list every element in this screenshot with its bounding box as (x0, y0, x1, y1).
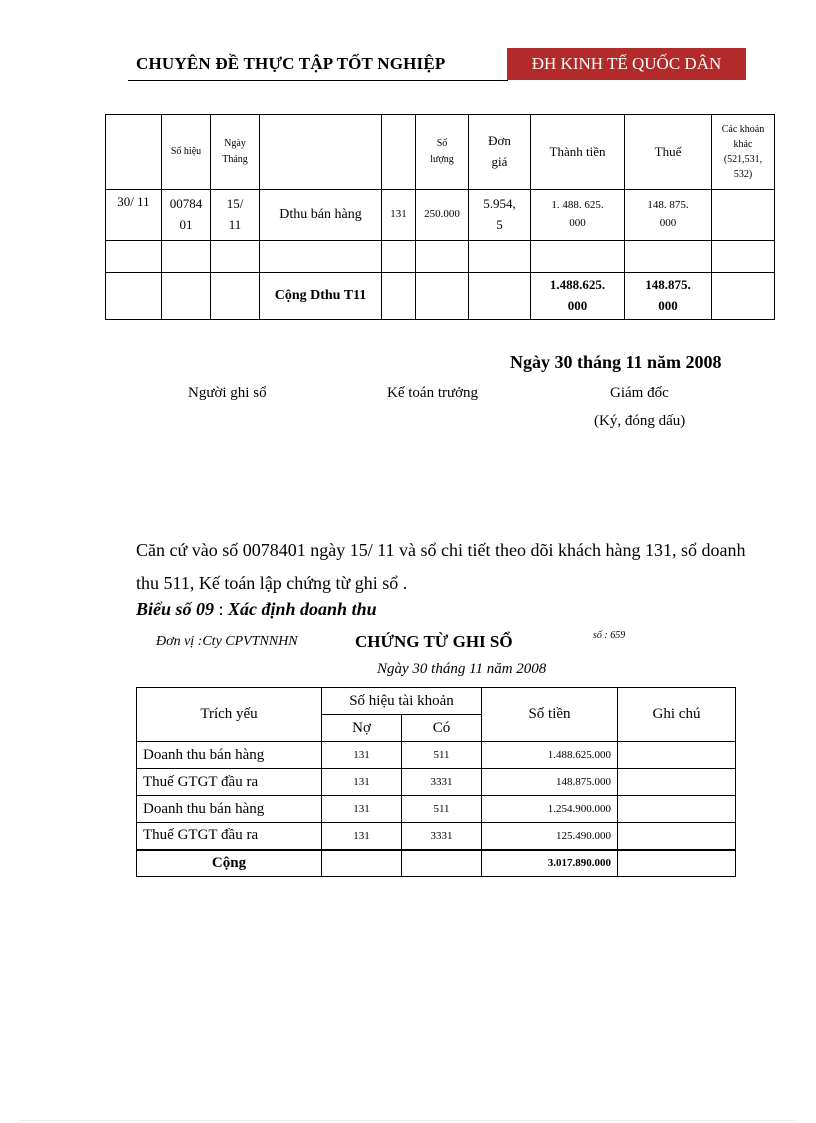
voucher-row (137, 769, 736, 796)
voucher-cell-note (618, 742, 736, 769)
voucher-number: số : 659 (593, 630, 626, 641)
ledger-cell-so-luong: 250.000 (416, 190, 469, 241)
voucher-title: CHỨNG TỪ GHI SỔ (355, 632, 513, 651)
ledger-header-cac-khoan-khac: Các khoản khác (521,531, 532) (712, 115, 775, 190)
voucher-cell-no: 131 (322, 742, 402, 769)
ledger-cell-dien-giai: Dthu bán hàng (260, 190, 382, 241)
voucher-cell-co: 3331 (402, 769, 482, 796)
voucher-header-so-hieu-tk: Số hiệu tài khoản (322, 688, 482, 715)
voucher-total-row (137, 850, 736, 877)
signature-chief-accountant: Kế toán trưởng (387, 385, 479, 401)
ledger-header-thue: Thuế (625, 115, 712, 190)
voucher-header-so-tien: Số tiền (482, 688, 618, 742)
voucher-cell-note (618, 796, 736, 823)
ledger-header-don-gia: Đơn giá (469, 115, 531, 190)
voucher-header-trich-yeu: Trích yếu (137, 688, 322, 742)
ledger-header-so-hieu: Số hiệu (162, 115, 211, 190)
voucher-cell-note (618, 769, 736, 796)
ledger-cell-khac (712, 190, 775, 241)
ledger-total-thanh-tien: 1.488.625. 000 (531, 273, 625, 320)
voucher-cell-amount: 1.488.625.000 (482, 742, 618, 769)
voucher-header-row (137, 688, 736, 715)
voucher-header-co: Có (402, 715, 482, 742)
ledger-header-ngay-thang: Ngày Tháng (211, 115, 260, 190)
ledger-header-thanh-tien: Thành tiền (531, 115, 625, 190)
voucher-row (137, 742, 736, 769)
ledger-header-date (106, 115, 162, 190)
voucher-cell-amount: 1.254.900.000 (482, 796, 618, 823)
voucher-cell-note (618, 823, 736, 850)
ledger-cell-so-hieu: 00784 01 (162, 190, 211, 241)
university-badge: ĐH KINH TẾ QUỐC DÂN (507, 48, 746, 80)
voucher-table (136, 687, 736, 877)
voucher-cell-desc: Doanh thu bán hàng (137, 796, 322, 823)
voucher-cell-co: 511 (402, 742, 482, 769)
voucher-cell-co: 511 (402, 796, 482, 823)
ledger-cell-ngay: 15/ 11 (211, 190, 260, 241)
voucher-total-amount: 3.017.890.000 (482, 850, 618, 877)
ledger-cell-tk: 131 (382, 190, 416, 241)
voucher-row (137, 796, 736, 823)
voucher-cell-no: 131 (322, 769, 402, 796)
ledger-total-label: Cộng Dthu T11 (260, 273, 382, 320)
ledger-row (106, 190, 775, 241)
ledger-cell-thue: 148. 875. 000 (625, 190, 712, 241)
voucher-date: Ngày 30 tháng 11 năm 2008 (377, 661, 547, 677)
ledger-empty-row (106, 241, 775, 273)
ledger-total-row (106, 273, 775, 320)
ledger-cell-thanh-tien: 1. 488. 625. 000 (531, 190, 625, 241)
signature-seal-note: (Ký, đóng dấu) (594, 413, 686, 429)
caption-separator: : (214, 599, 229, 619)
voucher-cell-no: 131 (322, 823, 402, 850)
page-bottom-border (20, 1120, 796, 1121)
voucher-cell-no: 131 (322, 796, 402, 823)
ledger-cell-don-gia: 5.954, 5 (469, 190, 531, 241)
voucher-cell-amount: 125.490.000 (482, 823, 618, 850)
ledger-header-row (106, 115, 775, 190)
table-caption (136, 599, 377, 620)
voucher-cell-amount: 148.875.000 (482, 769, 618, 796)
voucher-row (137, 823, 736, 850)
ledger-header-so-luong: Số lượng (416, 115, 469, 190)
signature-recorder: Người ghi sổ (188, 385, 267, 401)
caption-label: Biểu số 09 (136, 599, 215, 619)
voucher-total-label: Cộng (137, 850, 322, 877)
voucher-header-no: Nợ (322, 715, 402, 742)
document-header-title: CHUYÊN ĐỀ THỰC TẬP TỐT NGHIỆP (136, 54, 446, 73)
voucher-cell-desc: Thuế GTGT đầu ra (137, 823, 322, 850)
ledger-cell-date: 30/ 11 (106, 190, 162, 241)
signature-director: Giám đốc (610, 385, 669, 401)
voucher-cell-desc: Thuế GTGT đầu ra (137, 769, 322, 796)
revenue-ledger-table (105, 114, 775, 320)
ledger-header-tk (382, 115, 416, 190)
voucher-unit: Đơn vị :Cty CPVTNNHN (156, 634, 298, 649)
ledger-total-thue: 148.875. 000 (625, 273, 712, 320)
ledger-header-dien-giai (260, 115, 382, 190)
voucher-cell-desc: Doanh thu bán hàng (137, 742, 322, 769)
voucher-cell-co: 3331 (402, 823, 482, 850)
voucher-header-ghi-chu: Ghi chú (618, 688, 736, 742)
signature-date: Ngày 30 tháng 11 năm 2008 (510, 352, 722, 372)
caption-title: Xác định doanh thu (228, 599, 377, 619)
header-underline (128, 80, 508, 81)
body-paragraph: Căn cứ vào số 0078401 ngày 15/ 11 và sổ chi tiết theo dõi khách hàng 131, sổ doanh thu 511, Kế toán lập chứng từ ghi sổ . (136, 540, 746, 593)
